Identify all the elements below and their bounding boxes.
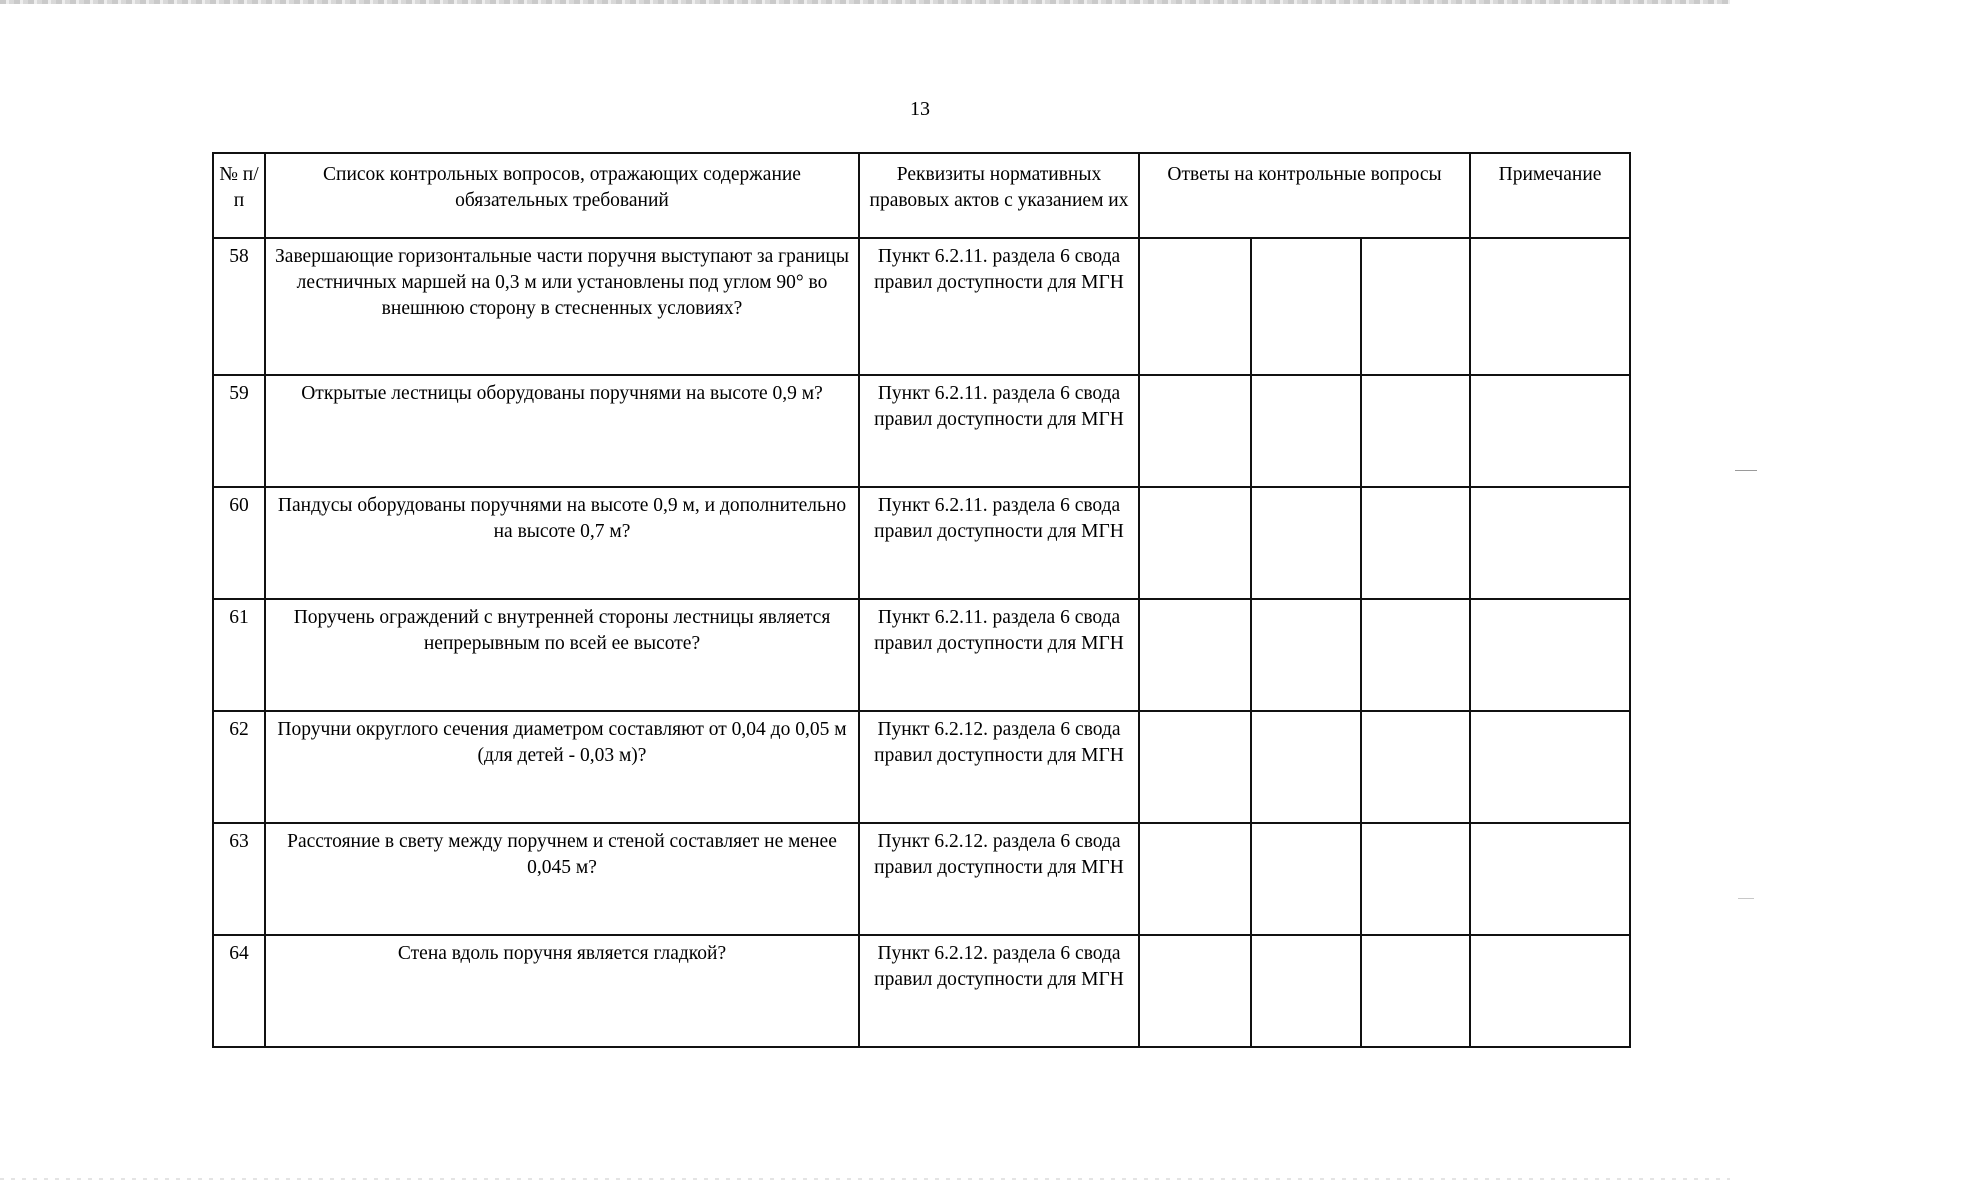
answer-cell[interactable]	[1361, 375, 1470, 487]
table-row	[213, 935, 1630, 1047]
scan-bottom-artifact	[0, 1178, 1730, 1180]
answer-cell[interactable]	[1139, 935, 1251, 1047]
note-cell[interactable]	[1470, 599, 1630, 711]
question-cell: Поручни округлого сечения диаметром составляют от 0,04 до 0,05 м (для детей - 0,03 м)?	[265, 711, 859, 823]
requisite-cell: Пункт 6.2.12. раздела 6 свода правил доступности для МГН	[859, 711, 1139, 823]
table-row	[213, 487, 1630, 599]
row-number: 62	[213, 711, 265, 823]
answer-cell[interactable]	[1361, 711, 1470, 823]
answer-cell[interactable]	[1251, 487, 1361, 599]
answer-cell[interactable]	[1139, 375, 1251, 487]
row-number: 61	[213, 599, 265, 711]
note-cell[interactable]	[1470, 935, 1630, 1047]
answer-cell[interactable]	[1139, 599, 1251, 711]
table-row	[213, 599, 1630, 711]
header-note: Примечание	[1470, 153, 1630, 238]
answer-cell[interactable]	[1251, 823, 1361, 935]
row-number: 63	[213, 823, 265, 935]
table-row	[213, 375, 1630, 487]
table-row	[213, 711, 1630, 823]
requisite-cell: Пункт 6.2.11. раздела 6 свода правил доступности для МГН	[859, 238, 1139, 375]
note-cell[interactable]	[1470, 238, 1630, 375]
answer-cell[interactable]	[1139, 238, 1251, 375]
row-number: 64	[213, 935, 265, 1047]
requisite-cell: Пункт 6.2.11. раздела 6 свода правил доступности для МГН	[859, 599, 1139, 711]
header-number: № п/п	[213, 153, 265, 238]
table-row	[213, 238, 1630, 375]
row-number: 58	[213, 238, 265, 375]
answer-cell[interactable]	[1361, 599, 1470, 711]
answer-cell[interactable]	[1361, 935, 1470, 1047]
answer-cell[interactable]	[1139, 711, 1251, 823]
question-cell: Расстояние в свету между поручнем и стеной составляет не менее 0,045 м?	[265, 823, 859, 935]
note-cell[interactable]	[1470, 487, 1630, 599]
checklist-table	[212, 152, 1631, 1048]
answer-cell[interactable]	[1251, 711, 1361, 823]
requisite-cell: Пункт 6.2.11. раздела 6 свода правил доступности для МГН	[859, 375, 1139, 487]
table-row	[213, 823, 1630, 935]
question-cell: Стена вдоль поручня является гладкой?	[265, 935, 859, 1047]
requisite-cell: Пункт 6.2.11. раздела 6 свода правил доступности для МГН	[859, 487, 1139, 599]
header-answers: Ответы на контрольные вопросы	[1139, 153, 1470, 238]
answer-cell[interactable]	[1251, 238, 1361, 375]
margin-mark	[1735, 470, 1757, 471]
answer-cell[interactable]	[1251, 935, 1361, 1047]
scan-top-artifact	[0, 0, 1730, 4]
question-cell: Открытые лестницы оборудованы поручнями на высоте 0,9 м?	[265, 375, 859, 487]
answer-cell[interactable]	[1251, 375, 1361, 487]
header-requisites	[859, 153, 1139, 238]
answer-cell[interactable]	[1139, 487, 1251, 599]
answer-cell[interactable]	[1361, 238, 1470, 375]
question-cell: Пандусы оборудованы поручнями на высоте 0,9 м, и дополнительно на высоте 0,7 м?	[265, 487, 859, 599]
answer-cell[interactable]	[1251, 599, 1361, 711]
answer-cell[interactable]	[1361, 487, 1470, 599]
note-cell[interactable]	[1470, 823, 1630, 935]
answer-cell[interactable]	[1361, 823, 1470, 935]
question-cell: Поручень ограждений с внутренней стороны лестницы является непрерывным по всей ее высоте?	[265, 599, 859, 711]
margin-mark	[1738, 898, 1754, 899]
header-requisites-text: Реквизиты нормативных правовых актов с указанием их	[869, 164, 1129, 211]
requisite-cell: Пункт 6.2.12. раздела 6 свода правил доступности для МГН	[859, 935, 1139, 1047]
requisite-cell: Пункт 6.2.12. раздела 6 свода правил доступности для МГН	[859, 823, 1139, 935]
header-questions: Список контрольных вопросов, отражающих содержание обязательных требований	[265, 153, 859, 238]
question-cell: Завершающие горизонтальные части поручня выступают за границы лестничных маршей на 0,3 м или установлены под углом 90° во внешнюю сторону в стесненных условиях?	[265, 238, 859, 375]
note-cell[interactable]	[1470, 711, 1630, 823]
answer-cell[interactable]	[1139, 823, 1251, 935]
note-cell[interactable]	[1470, 375, 1630, 487]
header-row	[213, 153, 1630, 238]
page-number: 13	[910, 98, 930, 120]
row-number: 60	[213, 487, 265, 599]
row-number: 59	[213, 375, 265, 487]
